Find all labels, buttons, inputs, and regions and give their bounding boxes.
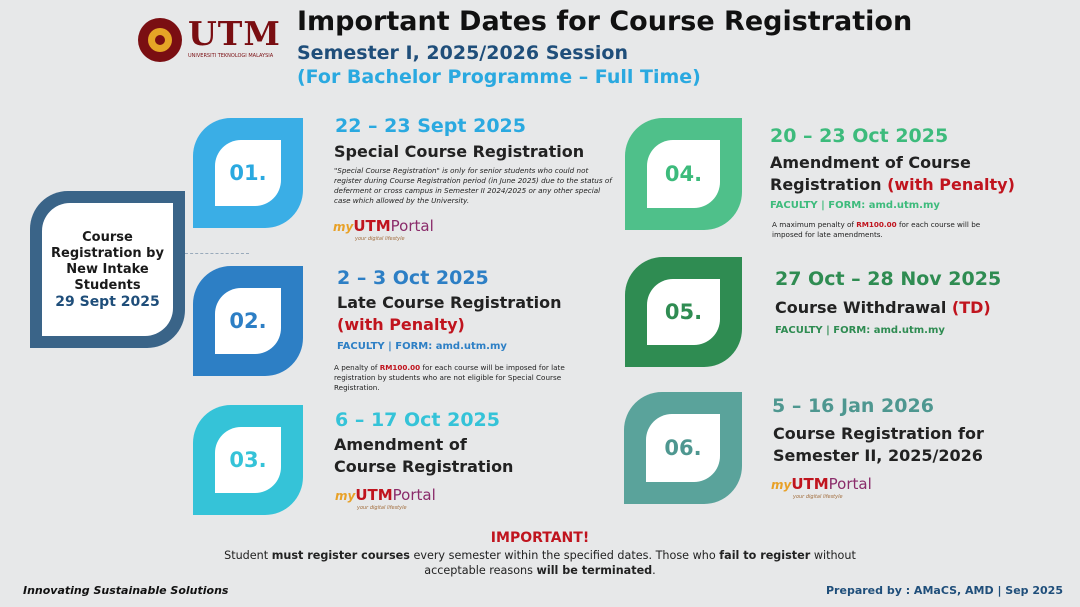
- important-heading: IMPORTANT!: [490, 530, 590, 546]
- new-intake-line2: Registration by: [51, 245, 164, 261]
- page-title: Important Dates for Course Registration: [297, 6, 913, 37]
- step-02-number: 02.: [229, 309, 267, 333]
- myutm-portal-logo-6: myUTMPortal your digital lifestyle: [771, 475, 872, 500]
- step-04-faculty-form: FACULTY | FORM: amd.utm.my: [770, 200, 940, 211]
- myutm-portal-logo-1: myUTMPortal your digital lifestyle: [333, 217, 434, 242]
- step-05-number: 05.: [664, 300, 703, 324]
- new-intake-date: 29 Sept 2025: [55, 293, 160, 310]
- step-04-penalty: (with Penalty): [887, 175, 1015, 194]
- new-intake-box: [30, 191, 185, 348]
- step-04-title-line1: Amendment of Course: [770, 153, 971, 172]
- step-01-title: Special Course Registration: [334, 142, 585, 161]
- step-06-number: 06.: [664, 436, 702, 460]
- step-01-badge: [193, 118, 303, 228]
- step-03-number: 03.: [229, 448, 267, 472]
- myutm-portal-logo-3: myUTMPortal your digital lifestyle: [335, 486, 436, 511]
- step-06-date: 5 – 16 Jan 2026: [772, 395, 934, 417]
- step-05-tag: (TD): [951, 298, 991, 317]
- step-02-faculty-form: FACULTY | FORM: amd.utm.my: [337, 341, 507, 352]
- logo-text: UTM: [188, 14, 281, 53]
- step-02-note: A penalty of RM100.00 for each course will be imposed for late registration by students who are not eligible for Special Course Registration.: [334, 363, 565, 392]
- step-06-title-line2: Semester II, 2025/2026: [773, 446, 983, 465]
- step-01-note: "Special Course Registration" is only for senior students who could not register during Course Registration period (in June 2025) due to the status of deferment or cross campus in Semester II 2024/2025 or any other special case which allowed by the University.: [334, 166, 612, 205]
- step-04-date: 20 – 23 Oct 2025: [770, 125, 949, 147]
- utm-logo: [138, 14, 281, 66]
- step-04-title-line2: Registration (with Penalty): [770, 175, 1015, 194]
- step-02-date: 2 – 3 Oct 2025: [337, 267, 489, 289]
- new-intake-line4: Students: [74, 277, 141, 293]
- page-subtitle-session: Semester I, 2025/2026 Session: [297, 42, 629, 64]
- new-intake-line1: Course: [82, 229, 133, 245]
- step-04-number: 04.: [664, 162, 703, 186]
- logo-subtext: UNIVERSITI TEKNOLOGI MALAYSIA: [188, 53, 274, 59]
- step-06-badge: [624, 392, 742, 504]
- step-01-date: 22 – 23 Sept 2025: [335, 115, 526, 137]
- step-05-title: Course Withdrawal (TD): [775, 298, 991, 317]
- utm-crest-icon: [138, 18, 182, 62]
- step-02-title: Late Course Registration: [337, 293, 562, 312]
- step-01-number: 01.: [229, 161, 267, 185]
- step-02-penalty: (with Penalty): [337, 315, 465, 334]
- new-intake-line3: New Intake: [66, 261, 149, 277]
- step-02-badge: [193, 266, 303, 376]
- footer-prepared-by: Prepared by : AMaCS, AMD | Sep 2025: [826, 584, 1063, 597]
- step-05-badge: [625, 257, 742, 367]
- step-05-faculty-form: FACULTY | FORM: amd.utm.my: [775, 325, 945, 336]
- step-06-title-line1: Course Registration for: [773, 424, 984, 443]
- page-subtitle-programme: (For Bachelor Programme – Full Time): [297, 66, 701, 88]
- step-03-date: 6 – 17 Oct 2025: [335, 409, 500, 431]
- step-04-badge: [625, 118, 742, 230]
- step-04-note: A maximum penalty of RM100.00 for each course will be imposed for late amendments.: [772, 220, 981, 239]
- important-text: Student must register courses every semester within the specified dates. Those who fail to register without acceptable reasons will be terminated.: [224, 549, 856, 577]
- footer-tagline: Innovating Sustainable Solutions: [23, 584, 229, 597]
- step-03-title-line2: Course Registration: [334, 457, 514, 476]
- step-03-title-line1: Amendment of: [334, 435, 467, 454]
- step-03-badge: [193, 405, 303, 515]
- connector-line: [185, 253, 249, 254]
- step-05-date: 27 Oct – 28 Nov 2025: [775, 268, 1002, 290]
